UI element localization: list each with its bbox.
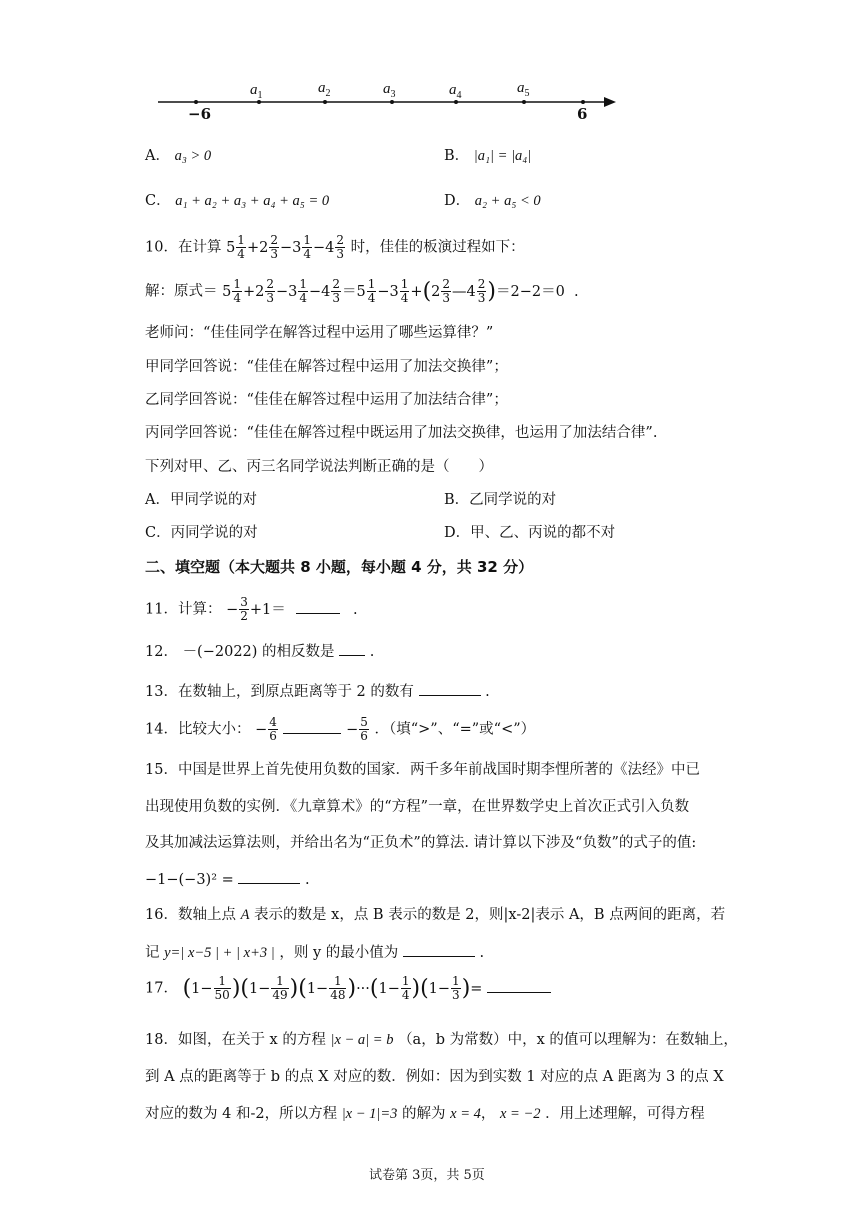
q10-option-b: B．乙同学说的对 (444, 492, 557, 508)
q10-intro-expression: 5 $\frac{1}{4}$ +2 $\frac{2}{3}$ −3 $\frac{1}{4}$ −4 $\frac{2}{3}$ (226, 233, 344, 261)
q16-expression: y=| x−5 | + | x+3 | (164, 945, 275, 961)
q16-prefix: 16．数轴上点 (145, 907, 236, 923)
q18-solution-1: x = 4 (450, 1106, 481, 1122)
q18-solution-2: x = −2 (499, 1106, 541, 1122)
q12-expression: －(−2022) (182, 644, 258, 660)
q13 (145, 681, 490, 702)
q18-line3-suffix: ．用上述理解，可得方程 (545, 1106, 705, 1122)
q17 (145, 975, 551, 1002)
q15-line1: 15．中国是世界上首先使用负数的国家．两千多年前战国时期李悝所著的《法经》中已 (145, 762, 700, 778)
q16-answer-blank[interactable] (403, 942, 475, 957)
q14 (145, 716, 535, 743)
q17-answer-blank[interactable] (487, 978, 551, 993)
numberline-label-a3: $a_3$ (383, 81, 396, 100)
q10-solution-expression: 5 $\frac{1}{4}$ +2 $\frac{2}{3}$ −3 $\frac{1}{4}$ −4 $\frac{2}{3}$ ＝5 $\frac{1}{4}$ −3 $\frac{1}{4}$ +(2 $\frac{2}{3}$ —4 $\frac{2}{3}$ )＝2−2＝0 . (222, 277, 579, 305)
q18-line3-prefix: 对应的数为 4 和-2，所以方程 (145, 1106, 338, 1122)
q14-answer-blank[interactable] (283, 719, 341, 734)
q10-option-d: D．甲、乙、丙说的都不对 (444, 525, 616, 541)
q18-equation: |x − a| = b (330, 1032, 394, 1048)
numberline-label-a2: $a_2$ (318, 80, 331, 99)
q15-end: . (305, 872, 310, 888)
q14-right-expression: − $\frac{5}{6}$ (346, 715, 368, 743)
section-heading: 二、填空题（本大题共 8 小题，每小题 4 分，共 32 分） (145, 558, 534, 576)
q11-answer-blank[interactable] (296, 599, 340, 614)
q12-text: 的相反数是 (262, 644, 335, 660)
q16-point-a: A (240, 907, 250, 923)
numberline-label-a1: $a_1$ (250, 82, 263, 101)
q10-jia-answer: 甲同学回答说：“佳佳在解答过程中运用了加法交换律”； (145, 359, 508, 375)
q10-solution-prefix: 解：原式＝ (145, 283, 218, 300)
q11-expression: − $\frac{3}{2}$ +1＝ (226, 595, 286, 623)
q13-end: . (485, 684, 490, 700)
q12 (145, 641, 374, 662)
q11-prefix: 11．计算： (145, 601, 222, 618)
q18-line1 (145, 1030, 738, 1050)
q15-answer-blank[interactable] (238, 869, 300, 884)
q16-line1-rest: 表示的数是 x，点 B 表示的数是 2，则|x-2|表示 A，B 点两间的距离，若 (254, 907, 726, 923)
option-expression: a₂ + a₅ < 0 (474, 193, 541, 209)
q12-answer-blank[interactable] (339, 641, 365, 656)
q9-option-b (444, 146, 531, 166)
q16-line2-prefix: 记 (145, 945, 160, 961)
q17-ellipsis: ··· (356, 980, 370, 997)
q16-line2-suffix: ，则 y 的最小值为 (279, 945, 399, 961)
q9-option-d (444, 191, 541, 211)
numberline-label-left: −6 (188, 105, 212, 123)
q10-bing-answer: 丙同学回答说：“佳佳在解答过程中既运用了加法交换律，也运用了加法结合律”. (145, 425, 658, 441)
q13-answer-blank[interactable] (419, 681, 481, 696)
option-letter: C． (145, 193, 171, 209)
option-expression: a₁ + a₂ + a₃ + a₄ + a₅ = 0 (175, 193, 330, 209)
q13-text: 13．在数轴上，到原点距离等于 2 的数有 (145, 684, 414, 700)
q15-line2: 出现使用负数的实例．《九章算术》的“方程”一章，在世界数学史上首次正式引入负数 (145, 799, 690, 815)
q16-line2 (145, 942, 484, 963)
q14-prefix: 14．比较大小： (145, 721, 251, 738)
q17-equals: = (470, 980, 483, 997)
q11-suffix: . (352, 601, 358, 618)
q18-line3-mid: 的解为 (402, 1106, 446, 1122)
q17-expression: (1− $\frac{1}{50}$ )(1− $\frac{1}{49}$ )(1− $\frac{1}{48}$ )···(1− $\frac{1}{4}$ )(1− $\frac{1}{3}$ )= (182, 974, 483, 1002)
q10-yi-answer: 乙同学回答说：“佳佳在解答过程中运用了加法结合律”； (145, 392, 508, 408)
q15-line4 (145, 869, 310, 890)
q12-prefix: 12． (145, 644, 178, 660)
numberline-label-right: 6 (577, 105, 588, 123)
q14-left-expression: − $\frac{4}{6}$ (255, 715, 277, 743)
q18-line1-prefix: 18．如图，在关于 x 的方程 (145, 1032, 326, 1048)
page-footer: 试卷第 3页，共 5页 (369, 1168, 485, 1183)
q10-intro-suffix: 时，佳佳的板演过程如下： (350, 239, 525, 256)
q10-ask: 下列对甲、乙、丙三名同学说法判断正确的是（ ） (145, 459, 493, 475)
q9-option-a (145, 146, 211, 166)
q10-option-a: A．甲同学说的对 (145, 492, 257, 508)
option-expression: a₃ > 0 (174, 148, 212, 164)
q18-line2: 到 A 点的距离等于 b 的点 X 对应的数．例如：因为到实数 1 对应的点 A 距离为 3 的点 X (145, 1069, 724, 1085)
q17-prefix: 17． (145, 980, 178, 997)
q16-end: . (479, 945, 485, 961)
numberline-label-a5: $a_5$ (517, 80, 530, 99)
q9-option-c (145, 191, 329, 211)
option-letter: A． (145, 148, 170, 164)
q15-expression: −1−(−3)² = (145, 872, 234, 888)
q18-example-equation: |x − 1|=3 (341, 1106, 398, 1122)
q15-line3: 及其加减法运算法则，并给出名为“正负术”的算法. 请计算以下涉及“负数”的式子的值: (145, 835, 697, 851)
q18-line3: 对应的数为 4 和-2，所以方程 |x − 1|=3 的解为 x = 4， x = −2 ．用上述理解，可得方程 (145, 1106, 705, 1122)
q10-intro-prefix: 10．在计算 (145, 239, 222, 256)
q16-line1 (145, 905, 725, 925)
q12-end: . (369, 644, 375, 660)
q14-suffix: ．（填“>”、“=”或“<”） (374, 721, 536, 738)
option-expression: |a₁| = |a₄| (473, 148, 532, 164)
numberline-label-a4: $a_4$ (449, 82, 462, 101)
option-letter: B． (444, 148, 470, 164)
q11 (145, 596, 358, 623)
q10-option-c: C．丙同学说的对 (145, 525, 258, 541)
q10-intro (145, 234, 525, 261)
option-letter: D． (444, 193, 471, 209)
q10-solution (145, 278, 579, 305)
q10-teacher-question: 老师问：“佳佳同学在解答过程中运用了哪些运算律？” (145, 325, 494, 341)
q18-line1-suffix: （a，b 为常数）中，x 的值可以理解为：在数轴上， (398, 1032, 738, 1048)
